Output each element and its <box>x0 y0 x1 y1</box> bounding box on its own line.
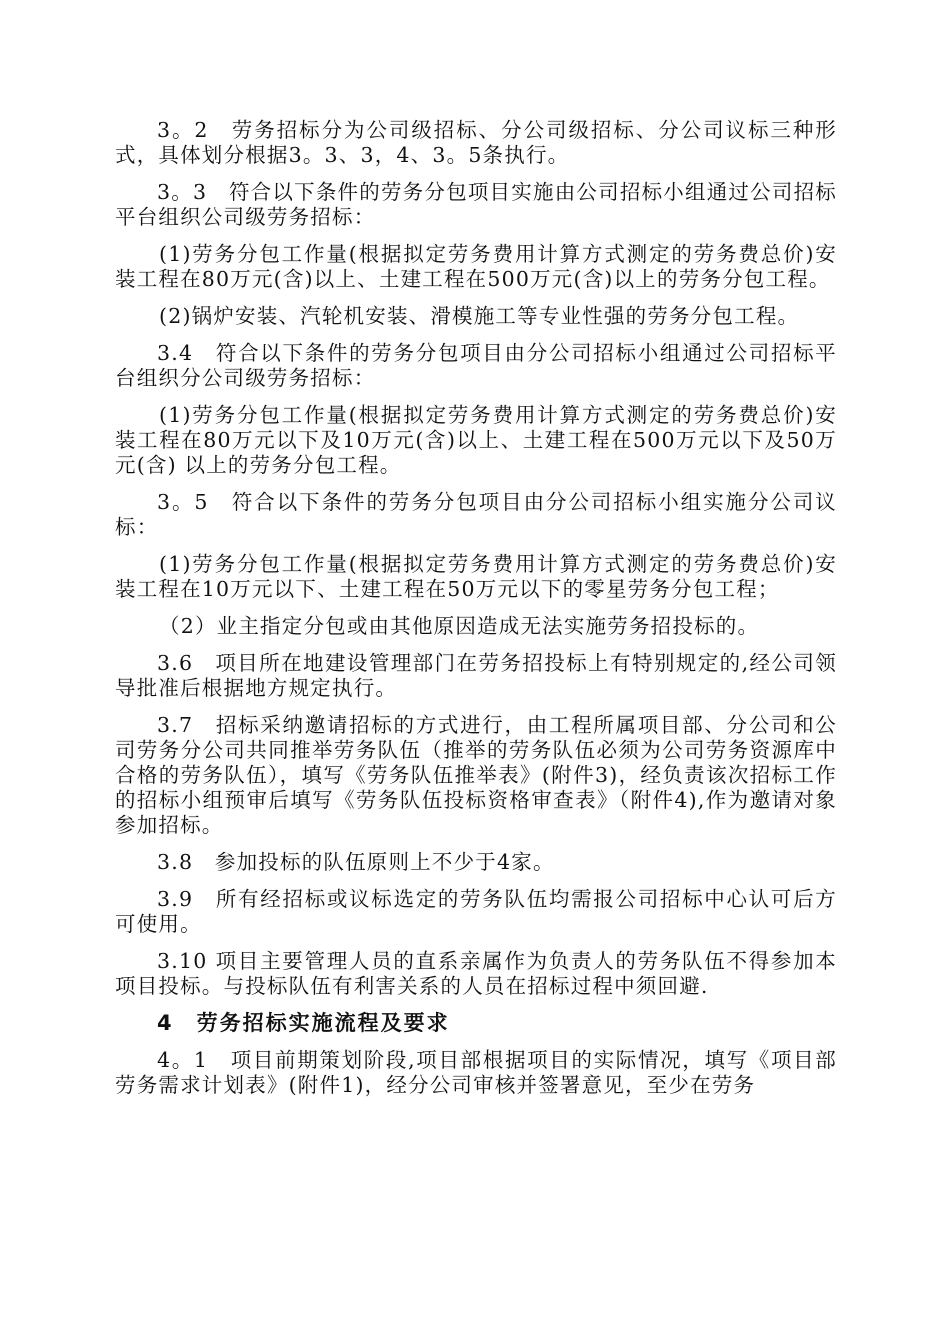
clause-3-10: 3.10 项目主要管理人员的直系亲属作为负责人的劳务队伍不得参加本项目投标。与投标队伍有利害关系的人员在招标过程中须回避. <box>115 949 837 998</box>
clause-3-9: 3.9 所有经招标或议标选定的劳务队伍均需报公司招标中心认可后方可使用。 <box>115 887 837 936</box>
clause-3-5: 3。5 符合以下条件的劳务分包项目由分公司招标小组实施分公司议标： <box>115 490 837 539</box>
clause-3-4-item-1: (1)劳务分包工作量(根据拟定劳务费用计算方式测定的劳务费总价)安装工程在80万元以下及10万元(含)以上、土建工程在500万元以下及50万元(含) 以上的劳务分包工程。 <box>115 403 837 477</box>
clause-3-4: 3.4 符合以下条件的劳务分包项目由分公司招标小组通过公司招标平台组织分公司级劳务招标： <box>115 341 837 390</box>
document-page <box>115 118 837 1110</box>
clause-3-3: 3。3 符合以下条件的劳务分包项目实施由公司招标小组通过公司招标平台组织公司级劳务招标： <box>115 180 837 229</box>
clause-3-3-item-2: (2)锅炉安装、汽轮机安装、滑模施工等专业性强的劳务分包工程。 <box>159 304 800 328</box>
clause-3-7: 3.7 招标采纳邀请招标的方式进行，由工程所属项目部、分公司和公司劳务分公司共同推举劳务队伍（推举的劳务队伍必须为公司劳务资源库中合格的劳务队伍），填写《劳务队伍推举表》(附件3)，经负责该次招标工作的招标小组预审后填写《劳务队伍投标资格审查表》（附件4),作为邀请对象参加招标。 <box>115 713 837 837</box>
clause-4-1: 4。1 项目前期策划阶段,项目部根据项目的实际情况，填写《项目部劳务需求计划表》(附件1)，经分公司审核并签署意见，至少在劳务 <box>115 1048 837 1097</box>
clause-3-3-item-1: (1)劳务分包工作量(根据拟定劳务费用计算方式测定的劳务费总价)安装工程在80万元(含)以上、土建工程在500万元(含)以上的劳务分包工程。 <box>115 242 837 291</box>
clause-3-6: 3.6 项目所在地建设管理部门在劳务招投标上有特别规定的,经公司领导批准后根据地方规定执行。 <box>115 651 837 700</box>
clause-3-2: 3。2 劳务招标分为公司级招标、分公司级招标、分公司议标三种形式，具体划分根据3。3、3，4、3。5条执行。 <box>115 118 837 167</box>
clause-3-8: 3.8 参加投标的队伍原则上不少于4家。 <box>157 850 555 874</box>
clause-3-5-item-2: （2）业主指定分包或由其他原因造成无法实施劳务招投标的。 <box>159 614 760 638</box>
clause-3-5-item-1: (1)劳务分包工作量(根据拟定劳务费用计算方式测定的劳务费总价)安装工程在10万元以下、土建工程在50万元以下的零星劳务分包工程； <box>115 552 837 601</box>
section-4-heading: 4 劳务招标实施流程及要求 <box>157 1011 450 1035</box>
